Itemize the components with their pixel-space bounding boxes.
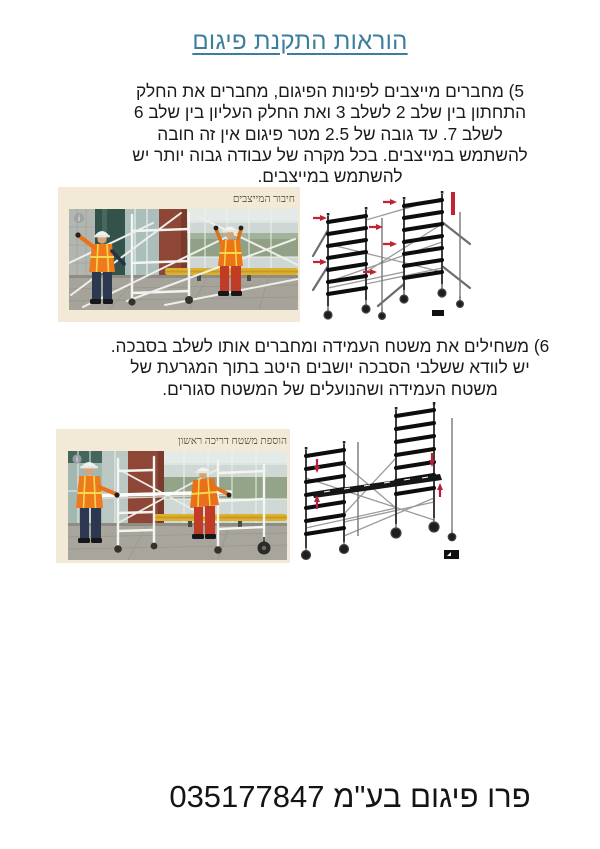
photo-card-stabilizers xyxy=(58,187,300,322)
instruction-line: 5) מחברים מייצבים לפינות הפיגום, מחברים את החלק xyxy=(135,81,525,101)
info-icon xyxy=(74,213,84,223)
brand-mark xyxy=(432,310,444,316)
diagram-scaffold-stabilizers xyxy=(312,186,497,324)
page-title: הוראות התקנת פיגום xyxy=(192,28,408,55)
instruction-line: להשתמש במייצבים. בכל מקרה של עבודה גבוה יותר יש xyxy=(132,144,528,165)
braces xyxy=(306,458,434,536)
instruction-line: יש לוודא ששלבי הסבכה יושבים היטב בתוך המגרעת של xyxy=(130,357,530,378)
instruction-line: משטח העמידה ושהנועלים של המשטח סגורים. xyxy=(162,378,498,399)
photo-workers-inserting-platform xyxy=(68,451,287,560)
brand-mark xyxy=(444,550,459,559)
photo-card-platform xyxy=(56,429,290,563)
instruction-line: התחתון בין שלב 2 לשלב 3 ואת החלק העליון בין שלב 6 xyxy=(133,102,527,123)
instruction-step-6 xyxy=(60,336,600,400)
photo-caption: חיבור המייצבים xyxy=(232,194,295,205)
instruction-line: להשתמש במייצבים. xyxy=(257,166,403,187)
red-arrow-icons xyxy=(313,199,397,275)
company-footer: פרו פיגום בע"מ 035177847 xyxy=(169,779,531,814)
red-marker-bar xyxy=(451,192,455,215)
diagram-scaffold-platform xyxy=(292,402,470,564)
svg-text:i: i xyxy=(76,454,78,464)
ladder-rungs xyxy=(306,410,434,534)
photo-workers-attaching-stabilizers xyxy=(69,209,298,310)
info-icon xyxy=(72,454,81,463)
photo-caption: הוספת משטח דריכה ראשון xyxy=(177,436,287,447)
instruction-line: 6) משחילים את משטח העמידה ומחברים אותו לשלב בסבכה. xyxy=(110,336,550,356)
svg-text:i: i xyxy=(78,213,80,223)
instruction-step-5 xyxy=(60,81,600,187)
instruction-line: לשלב 7. עד גובה של 2.5 מטר פיגום אין זה חובה xyxy=(157,123,503,144)
